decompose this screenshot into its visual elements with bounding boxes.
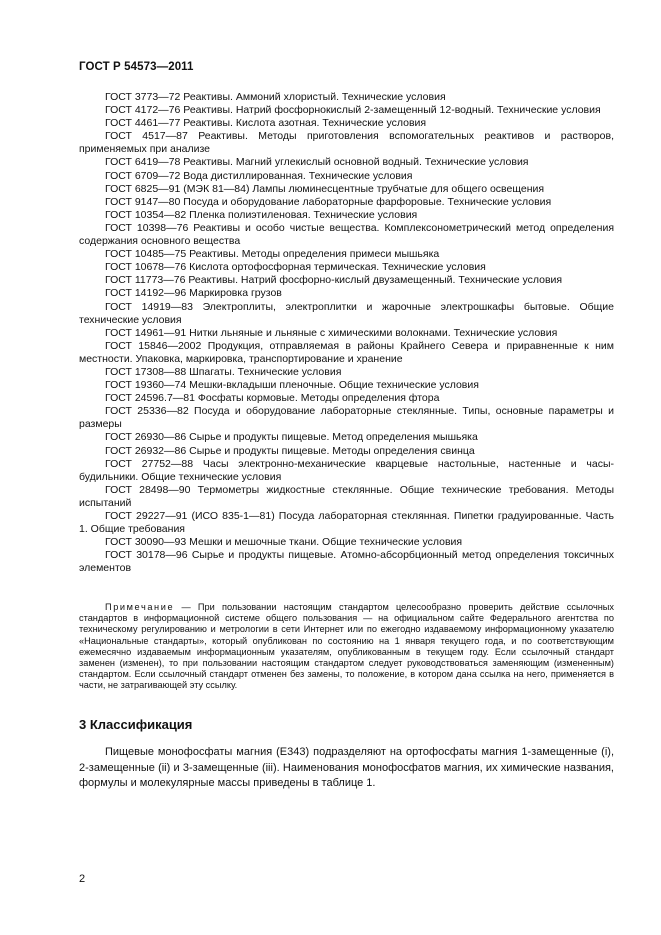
reference-item: ГОСТ 30090—93 Мешки и мешочные ткани. Общие технические условия bbox=[105, 536, 463, 549]
document-header: ГОСТ Р 54573—2011 bbox=[79, 61, 194, 73]
reference-item: ГОСТ 6825—91 (МЭК 81—84) Лампы люминесцентные трубчатые для общего освещения bbox=[105, 182, 545, 195]
reference-item: ГОСТ 10354—82 Пленка полиэтиленовая. Технические условия bbox=[105, 208, 418, 221]
reference-item: ГОСТ 6709—72 Вода дистиллированная. Технические условия bbox=[105, 169, 413, 182]
note-paragraph bbox=[79, 602, 614, 692]
reference-item: ГОСТ 4461—77 Реактивы. Кислота азотная. Технические условия bbox=[105, 117, 427, 130]
page-number: 2 bbox=[79, 873, 86, 885]
section-title: 3 Классификация bbox=[79, 717, 193, 732]
reference-item: ГОСТ 29227—91 (ИСО 835-1—81) Посуда лабораторная стеклянная. Пипетки градуированные. Часть 1. Общие требования bbox=[79, 510, 614, 536]
reference-item: ГОСТ 26930—86 Сырье и продукты пищевые. Метод определения мышьяка bbox=[105, 431, 478, 444]
note-text: — При пользовании настоящим стандартом целесообразно проверить действие ссылочных стандартов в информационной системе общего пользования — на официальном сайте Федерального агентства по техническому регулированию и метрологии в сети Интернет или по ежегодно издаваемому информационному указателю «Национальные стандарты», который опубликован по состоянию на 1 января текущего года, и по соответствующим ежемесячно издаваемым информационным указателям, опубликованным в текущем году. Если ссылочный стандарт заменен (изменен), то при пользовании настоящим стандартом следует руководствоваться заменяющим (измененным) стандартом. Если ссылочный стандарт отменен без замены, то положение, в котором дана ссылка на него, применяется в части, не затрагивающей эту ссылку. bbox=[79, 602, 614, 691]
reference-item: ГОСТ 4517—87 Реактивы. Методы приготовления вспомогательных реактивов и растворов, применяемых при анализе bbox=[79, 130, 614, 156]
reference-item: ГОСТ 14919—83 Электроплиты, электроплитки и жарочные электрошкафы бытовые. Общие технические условия bbox=[79, 300, 614, 326]
note-label: Примечание bbox=[105, 602, 175, 612]
reference-item: ГОСТ 4172—76 Реактивы. Натрий фосфорнокислый 2-замещенный 12-водный. Технические условия bbox=[105, 104, 601, 117]
reference-item: ГОСТ 9147—80 Посуда и оборудование лабораторные фарфоровые. Технические условия bbox=[105, 195, 552, 208]
reference-item: ГОСТ 26932—86 Сырье и продукты пищевые. Методы определения свинца bbox=[105, 444, 475, 457]
normative-references-list bbox=[79, 91, 614, 575]
reference-item: ГОСТ 24596.7—81 Фосфаты кормовые. Методы определения фтора bbox=[105, 392, 440, 405]
reference-item: ГОСТ 10678—76 Кислота ортофосфорная термическая. Технические условия bbox=[105, 261, 486, 274]
reference-item: ГОСТ 27752—88 Часы электронно-механические кварцевые настольные, настенные и часы-будильники. Общие технические условия bbox=[79, 457, 614, 483]
reference-item: ГОСТ 11773—76 Реактивы. Натрий фосфорно-кислый двузамещенный. Технические условия bbox=[105, 274, 563, 287]
reference-item: ГОСТ 30178—96 Сырье и продукты пищевые. Атомно-абсорбционный метод определения токсичных элементов bbox=[79, 549, 614, 575]
reference-item: ГОСТ 19360—74 Мешки-вкладыши пленочные. Общие технические условия bbox=[105, 379, 479, 392]
reference-item: ГОСТ 6419—78 Реактивы. Магний углекислый основной водный. Технические условия bbox=[105, 156, 529, 169]
reference-item: ГОСТ 25336—82 Посуда и оборудование лабораторные стеклянные. Типы, основные параметры и размеры bbox=[79, 405, 614, 431]
reference-item: ГОСТ 3773—72 Реактивы. Аммоний хлористый. Технические условия bbox=[105, 91, 446, 103]
reference-item: ГОСТ 15846—2002 Продукция, отправляемая в районы Крайнего Севера и приравненные к ним местности. Упаковка, маркировка, транспортирование и хранение bbox=[79, 339, 614, 365]
reference-item: ГОСТ 14961—91 Нитки льняные и льняные с химическими волокнами. Технические условия bbox=[105, 326, 558, 339]
reference-item: ГОСТ 14192—96 Маркировка грузов bbox=[105, 287, 282, 300]
reference-item: ГОСТ 28498—90 Термометры жидкостные стеклянные. Общие технические требования. Методы испытаний bbox=[79, 483, 614, 509]
reference-item: ГОСТ 10398—76 Реактивы и особо чистые вещества. Комплексонометрический метод определения содержания основного вещества bbox=[79, 221, 614, 248]
classification-paragraph: Пищевые монофосфаты магния (Е343) подразделяют на ортофосфаты магния 1-замещенные (i), 2-замещенные (ii) и 3-замещенные (iii). Наименования монофосфатов магния, их химические названия, формулы и молекулярные массы приведены в таблице 1. bbox=[79, 746, 614, 790]
reference-item: ГОСТ 17308—88 Шпагаты. Технические условия bbox=[105, 365, 342, 378]
reference-item: ГОСТ 10485—75 Реактивы. Методы определения примеси мышьяка bbox=[105, 248, 440, 261]
